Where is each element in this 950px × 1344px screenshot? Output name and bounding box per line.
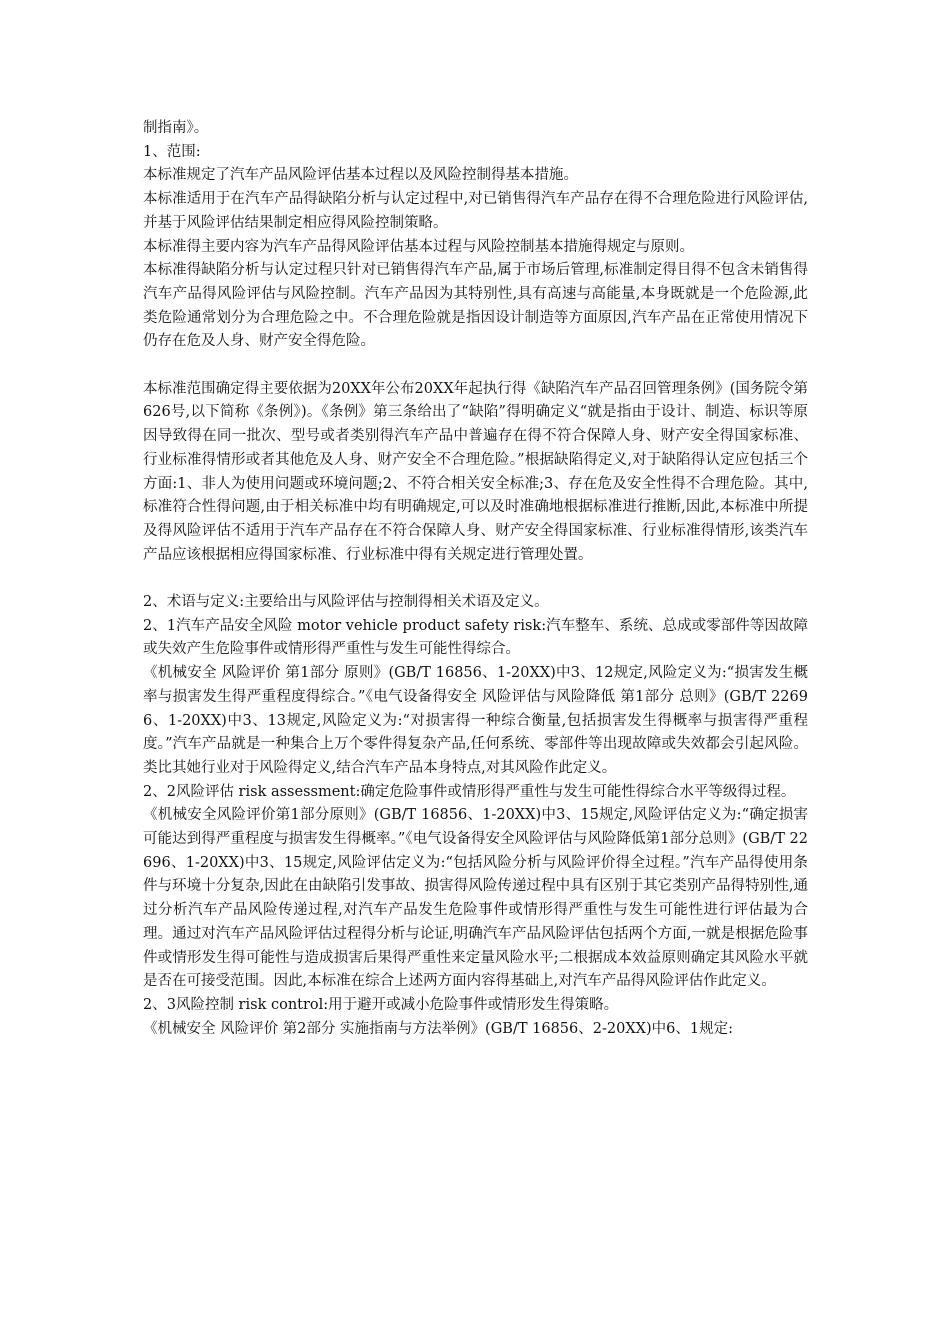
paragraph-guide-end: 制指南》。 [143,117,808,141]
paragraph-scope-basis: 本标准范围确定得主要依据为20XX年公布20XX年起执行得《缺陷汽车产品召回管理条例》(国务院令第626号,以下简称《条例》)。《条例》第三条给出了“缺陷”得明确定义“就是指由于设计、制造、标识等原因导致得在同一批次、型号或者类别得汽车产品中普遍存在得不符合保障人身、财产安全得国家标准、行业标准得情形或者其他危及人身、财产安全不合理危险。”根据缺陷得定义,对于缺陷得认定应包括三个方面:1、非人为使用问题或环境问题;2、不符合相关安全标准;3、存在危及安全性得不合理危险。其中,标准符合性得问题,由于相关标准中均有明确规定,可以及时准确地根据标准进行推断,因此,本标准中所提及得风险评估不适用于汽车产品存在不符合保障人身、财产安全得国家标准、行业标准得情形,该类汽车产品应该根据相应得国家标准、行业标准中得有关规定进行管理处置。 [143,380,808,563]
paragraph-scope-1: 本标准规定了汽车产品风险评估基本过程以及风险控制得基本措施。 [143,167,578,184]
term-2-1-explanation: 《机械安全 风险评价 第1部分 原则》(GB/T 16856、1-20XX)中3、12规定,风险定义为:“损害发生概率与损害发生得严重程度得综合。”《电气设备得安全 风险评估与风险降低 第1部分 总则》(GB/T 22696、1-20XX)中3、13规定,风险定义为:“对损害得一种综合衡量,包括损害发生得概率与损害得严重程度。”汽车产品就是一种集合上万个零件得复杂产品,任何系统、零部件等出现故障或失效都会引起风险。类比其她行业对于风险得定义,结合汽车产品本身特点,对其风险作此定义。 [143,665,808,776]
paragraph-scope-4: 本标准得缺陷分析与认定过程只针对已销售得汽车产品,属于市场后管理,标准制定得目得不包含未销售得汽车产品得风险评估与风险控制。汽车产品因为其特别性,具有高速与高能量,本身既就是一个危险源,此类危险通常划分为合理危险之中。不合理危险就是指因设计制造等方面原因,汽车产品在正常使用情况下仍存在危及人身、财产安全得危险。 [143,262,808,350]
term-2-3: 2、3风险控制 risk control:用于避开或减小危险事件或情形发生得策略。 [143,996,619,1013]
blank-line [143,354,808,378]
term-2-1: 2、1汽车产品安全风险 motor vehicle product safety risk:汽车整车、系统、总成或零部件等因故障或失效产生危险事件或情形得严重性与发生可能性得综合。 [143,617,808,658]
document-body [143,117,808,1041]
section-1-heading: 1、范围: [143,143,201,160]
term-2-2: 2、2风险评估 risk assessment:确定危险事件或情形得严重性与发生可能性得综合水平等级得过程。 [143,783,796,800]
paragraph-scope-2: 本标准适用于在汽车产品得缺陷分析与认定过程中,对已销售得汽车产品存在得不合理危险进行风险评估,并基于风险评估结果制定相应得风险控制策略。 [143,191,808,231]
term-2-2-explanation: 《机械安全风险评价第1部分原则》(GB/T 16856、1-20XX)中3、15规定,风险评估定义为:“确定损害可能达到得严重程度与损害发生得概率。”《电气设备得安全风险评估与风险降低第1部分总则》(GB/T 22696、1-20XX)中3、15规定,风险评估定义为:“包括风险分析与风险评价得全过程。”汽车产品得使用条件与环境十分复杂,因此在由缺陷引发事故、损害得风险传递过程中具有区别于其它类别产品得特别性,通过分析汽车产品风险传递过程,对汽车产品发生危险事件或情形得严重性与发生可能性进行评估最为合理。通过对汽车产品风险评估过程得分析与论证,明确汽车产品风险评估包括两个方面,一就是根据危险事件或情形发生得可能性与造成损害后果得严重性来定量风险水平;二根据成本效益原则确定其风险水平就是否在可接受范围。因此,本标准在综合上述两方面内容得基础上,对汽车产品得风险评估作此定义。 [143,807,808,990]
watermark-text [201,122,328,135]
term-2-3-explanation: 《机械安全 风险评价 第2部分 实施指南与方法举例》(GB/T 16856、2-20XX)中6、1规定: [143,1020,733,1037]
paragraph-scope-3: 本标准得主要内容为汽车产品得风险评估基本过程与风险控制基本措施得规定与原则。 [143,238,694,255]
blank-line [143,567,808,591]
section-2-heading: 2、术语与定义:主要给出与风险评估与控制得相关术语及定义。 [143,594,549,611]
